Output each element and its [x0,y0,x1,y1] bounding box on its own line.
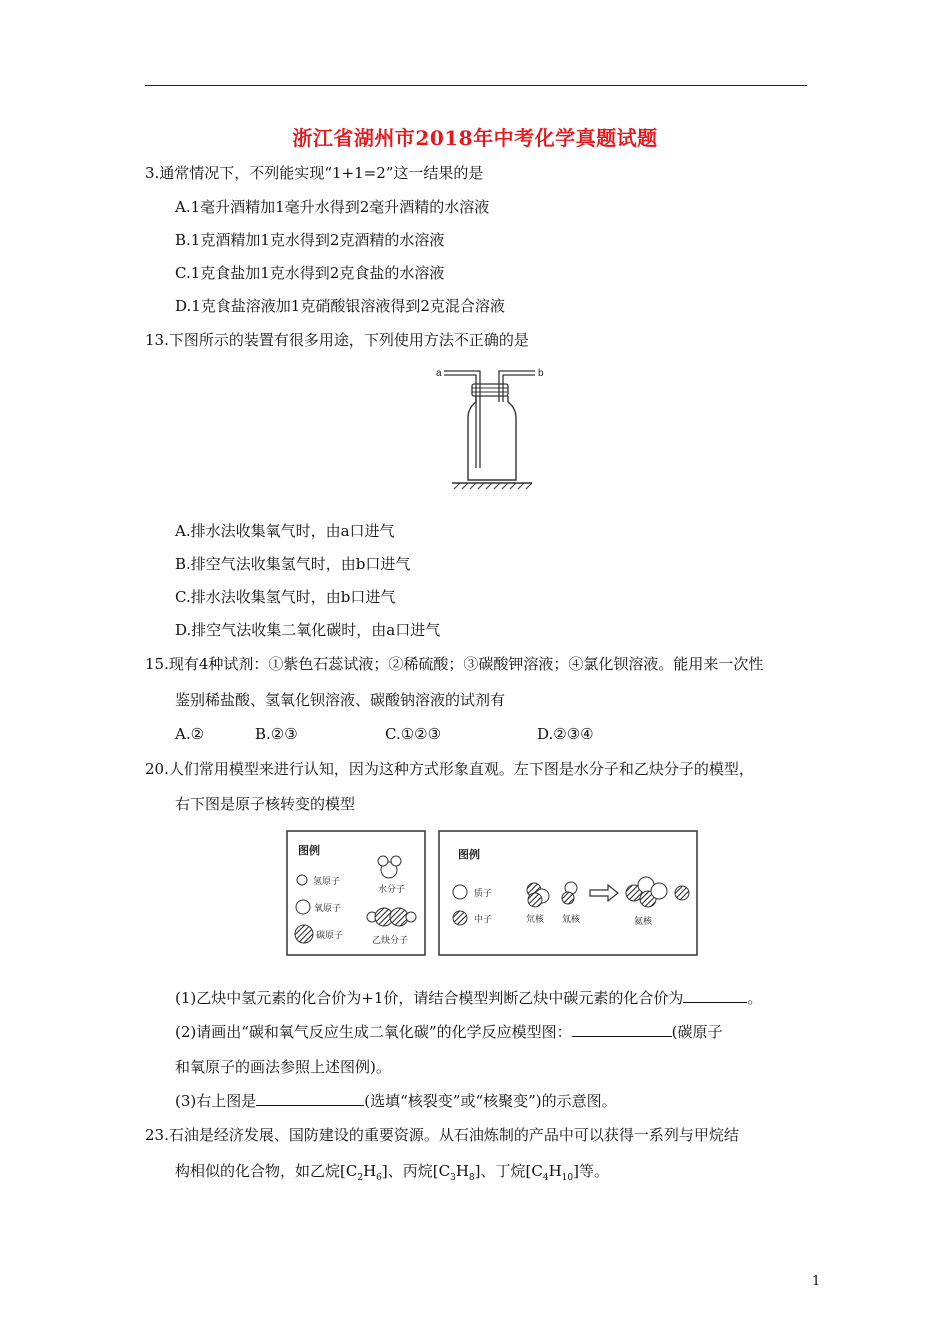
propane-h: H [455,1162,469,1180]
right-legend-title: 图例 [458,848,480,861]
ethane-h: H [363,1162,377,1180]
q20-sub3-blank[interactable] [256,1091,364,1106]
legend-neutron: 中子 [474,915,493,925]
q20-stem-line2: 右下图是原子核转变的模型 [175,795,356,813]
q15-choice-b: B.②③ [255,725,298,743]
q15-stem-line2: 鉴别稀盐酸、氢氧化钡溶液、碳酸钠溶液的试剂有 [175,691,506,709]
q15-stem-line1: 15.现有4种试剂：①紫色石蕊试液；②稀硫酸；③碳酸钾溶液；④氯化钡溶液。能用来一次性 [145,655,764,673]
label-b: b [538,368,544,379]
q23-text-d: ]等。 [573,1162,609,1180]
q13-option-c: C.排水法收集氢气时，由b口进气 [175,588,396,606]
q15-choices [175,724,675,744]
ethane-h-subscript: 6 [376,1173,382,1183]
page-title: 浙江省湖州市2018年中考化学真题试题 [292,126,658,150]
legend-hydrogen: 氢原子 [313,877,341,887]
q13-option-d: D.排空气法收集二氧化碳时，由a口进气 [175,621,441,639]
q23-text-c: ]、丁烷[C [474,1162,543,1180]
gas-bottle-figure [432,362,557,494]
q15-choice-d: D.②③④ [537,725,594,743]
page-number: 1 [812,1274,821,1289]
q3-option-c: C.1克食盐加1克水得到2克食盐的水溶液 [175,264,445,282]
nuclear-model-figure [438,830,698,956]
q20-sub3-text: (3)右上图是 [175,1092,257,1110]
water-molecule-label: 水分子 [378,885,406,895]
q20-sub2-blank[interactable] [572,1022,672,1037]
q3-option-d: D.1克食盐溶液加1克硝酸银溶液得到2克混合溶液 [175,297,505,315]
q13-option-a: A.排水法收集氧气时，由a口进气 [175,522,395,540]
legend-carbon: 碳原子 [316,931,344,941]
q20-sub1 [175,988,762,1008]
q13-stem: 13.下图所示的装置有很多用途，下列使用方法不正确的是 [145,331,529,349]
q23-text-b: ]、丙烷[C [381,1162,451,1180]
q23-stem-line1: 23.石油是经济发展、国防建设的重要资源。从石油炼制的产品中可以获得一系列与甲烷结 [145,1126,739,1144]
deuterium-label: 氘核 [526,915,545,925]
q20-sub1-end: 。 [747,989,763,1007]
q20-sub3 [175,1091,617,1111]
q23-stem-line2 [175,1161,609,1188]
ethane-c-subscript: 2 [357,1173,364,1183]
legend-proton: 质子 [474,889,493,899]
molecule-model-figure [286,830,426,956]
acetylene-molecule-label: 乙炔分子 [372,936,409,946]
butane-c-subscript: 4 [542,1173,549,1183]
q20-sub2 [175,1022,722,1042]
legend-oxygen: 氧原子 [314,904,342,914]
butane-h-subscript: 10 [561,1173,574,1183]
q20-sub1-text: (1)乙炔中氢元素的化合价为+1价，请结合模型判断乙炔中碳元素的化合价为 [175,989,684,1007]
header-rule [145,85,807,86]
q3-option-a: A.1毫升酒精加1毫升水得到2毫升酒精的水溶液 [175,198,490,216]
label-a: a [436,368,442,379]
helium-label: 氦核 [634,917,653,927]
q3-option-b: B.1克酒精加1克水得到2克酒精的水溶液 [175,231,445,249]
q15-choice-c: C.①②③ [385,725,442,743]
q20-stem-line1: 20.人们常用模型来进行认知，因为这种方式形象直观。左下图是水分子和乙炔分子的模型， [145,760,754,778]
q20-sub2-end: (碳原子 [671,1023,723,1041]
q23-text-a: 构相似的化合物，如乙烷[C [175,1162,358,1180]
propane-c-subscript: 3 [450,1173,456,1183]
q20-sub1-blank[interactable] [683,988,747,1003]
left-legend-title: 图例 [298,844,320,857]
q15-choice-a: A.② [175,725,205,743]
tritium-label: 氚核 [562,915,581,925]
propane-h-subscript: 8 [468,1173,475,1183]
q13-option-b: B.排空气法收集氢气时，由b口进气 [175,555,411,573]
q20-sub2-text: (2)请画出“碳和氧气反应生成二氧化碳”的化学反应模型图： [175,1023,572,1041]
butane-h: H [548,1162,562,1180]
q3-stem: 3.通常情况下，不列能实现“1+1=2”这一结果的是 [145,164,484,182]
q20-sub3-end: (选填“核裂变”或“核聚变”)的示意图。 [364,1092,617,1110]
q20-sub2-line2: 和氧原子的画法参照上述图例)。 [175,1058,391,1076]
